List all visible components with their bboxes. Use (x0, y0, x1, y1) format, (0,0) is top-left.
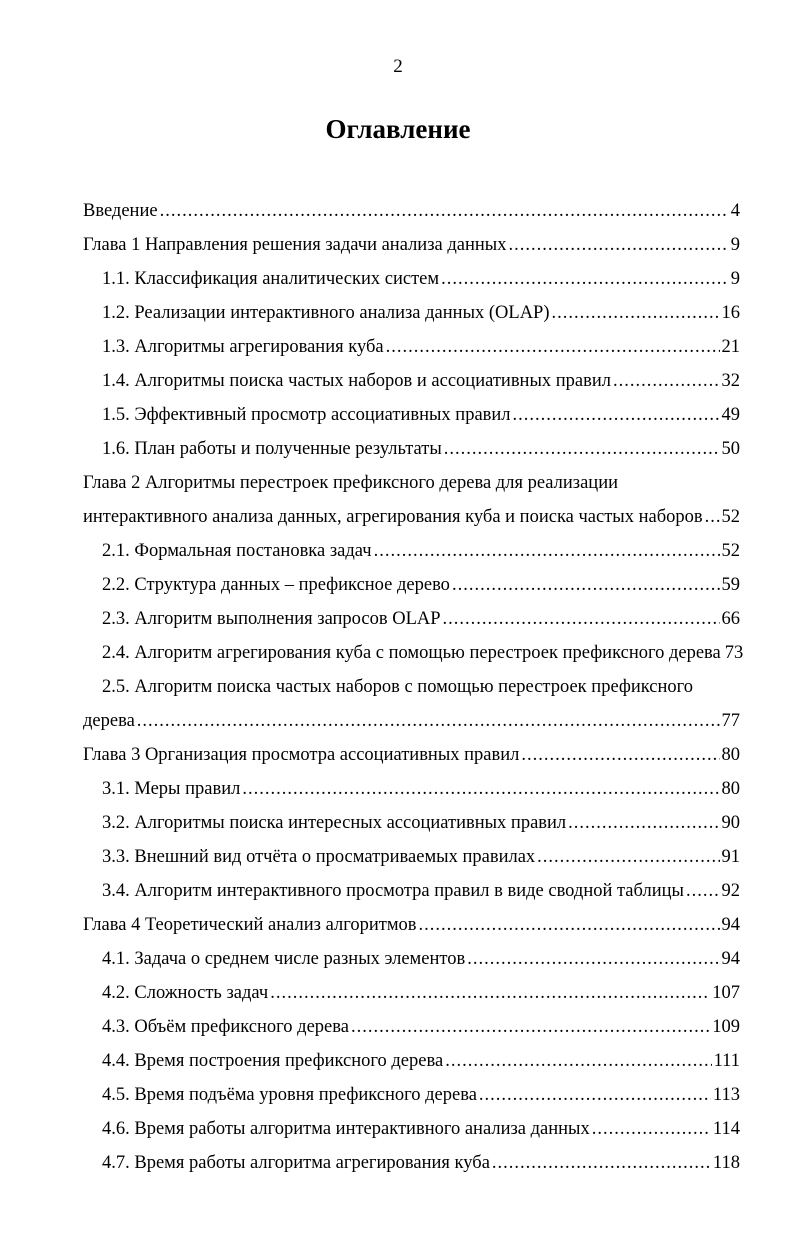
toc-entry[interactable] (83, 1078, 740, 1112)
toc-entry-title: Введение (83, 201, 158, 221)
toc-entry-title: 1.6. План работы и полученные результаты (102, 439, 442, 459)
toc-entry-title: 2.1. Формальная постановка задач (102, 541, 372, 561)
toc-entry-title: 4.2. Сложность задач (102, 983, 269, 1003)
toc-entry-title: Глава 4 Теоретический анализ алгоритмов (83, 915, 417, 935)
toc-entry[interactable] (83, 296, 740, 330)
toc-dot-leader (479, 1078, 711, 1112)
toc-entry[interactable] (83, 840, 740, 874)
toc-entry-title: Глава 3 Организация просмотра ассоциативных правил (83, 745, 520, 765)
toc-entry-title: дерева (83, 711, 135, 731)
toc-entry[interactable] (83, 330, 740, 364)
toc-dot-leader (613, 364, 720, 398)
toc-entry-title: Глава 1 Направления решения задачи анализа данных (83, 235, 507, 255)
toc-entry-page: 77 (721, 711, 740, 731)
toc-entry[interactable] (83, 534, 740, 568)
toc-dot-leader (374, 534, 720, 568)
toc-dot-leader (568, 806, 719, 840)
toc-entry-page: 114 (712, 1119, 740, 1139)
toc-entry-title: 2.2. Структура данных – префиксное дерево (102, 575, 450, 595)
toc-entry-page: 32 (721, 371, 740, 391)
toc-entry[interactable] (83, 500, 740, 534)
toc-entry[interactable] (83, 194, 740, 228)
toc-dot-leader (467, 942, 719, 976)
toc-dot-leader (386, 330, 720, 364)
toc-dot-leader (445, 1044, 711, 1078)
toc-entry-page: 90 (721, 813, 740, 833)
toc-entry-title: 1.2. Реализации интерактивного анализа данных (OLAP) (102, 303, 550, 323)
toc-entry-title: 2.4. Алгоритм агрегирования куба с помощью перестроек префиксного дерева (102, 643, 721, 663)
toc-entry-page: 94 (721, 949, 740, 969)
toc-entry-page: 4 (730, 201, 740, 221)
toc-entry-title: 3.1. Меры правил (102, 779, 241, 799)
toc-entry-title: 3.2. Алгоритмы поиска интересных ассоциативных правил (102, 813, 567, 833)
toc-dot-leader (444, 432, 720, 466)
toc-dot-leader (443, 602, 720, 636)
toc-entry-title: 3.4. Алгоритм интерактивного просмотра правил в виде сводной таблицы (102, 881, 684, 901)
toc-entry-page: 91 (721, 847, 740, 867)
toc-entry[interactable] (83, 636, 744, 670)
toc-entry[interactable] (83, 908, 740, 942)
toc-entry[interactable] (83, 1044, 740, 1078)
toc-entry-page: 111 (713, 1051, 740, 1071)
toc-dot-leader (705, 500, 720, 534)
toc-entry-page: 66 (721, 609, 740, 629)
toc-entry-page: 107 (712, 983, 740, 1003)
toc-dot-leader (513, 398, 720, 432)
toc-entry-page: 9 (730, 269, 740, 289)
toc-dot-leader (137, 704, 720, 738)
toc-dot-leader (537, 840, 719, 874)
toc-entry-title: 4.4. Время построения префиксного дерева (102, 1051, 444, 1071)
toc-entry[interactable] (83, 772, 740, 806)
toc-entry-title: 3.3. Внешний вид отчёта о просматриваемых правилах (102, 847, 536, 867)
toc-entry[interactable] (83, 670, 740, 704)
toc-entry[interactable] (83, 1010, 740, 1044)
toc-entry-title: 1.3. Алгоритмы агрегирования куба (102, 337, 384, 357)
toc-entry[interactable] (83, 364, 740, 398)
page-title: Оглавление (325, 114, 471, 144)
toc-entry[interactable] (83, 432, 740, 466)
toc-entry[interactable] (83, 602, 740, 636)
toc-dot-leader (419, 908, 720, 942)
toc-entry[interactable] (83, 568, 740, 602)
toc-entry-title: 4.3. Объём префиксного дерева (102, 1017, 349, 1037)
toc-entry-title: 2.3. Алгоритм выполнения запросов OLAP (102, 609, 441, 629)
table-of-contents (83, 194, 744, 1180)
toc-dot-leader (521, 738, 719, 772)
toc-dot-leader (452, 568, 720, 602)
toc-entry[interactable] (83, 228, 740, 262)
toc-entry-title: 4.5. Время подъёма уровня префиксного дерева (102, 1085, 477, 1105)
toc-dot-leader (508, 228, 728, 262)
toc-entry-page: 92 (721, 881, 740, 901)
toc-entry[interactable] (83, 738, 740, 772)
toc-dot-leader (552, 296, 720, 330)
toc-dot-leader (592, 1112, 711, 1146)
toc-dot-leader (351, 1010, 710, 1044)
toc-dot-leader (242, 772, 719, 806)
toc-entry-page: 21 (721, 337, 740, 357)
toc-entry-page: 16 (721, 303, 740, 323)
toc-dot-leader (160, 194, 729, 228)
toc-entry-title: 1.1. Классификация аналитических систем (102, 269, 440, 289)
toc-entry-title: 1.4. Алгоритмы поиска частых наборов и ассоциативных правил (102, 371, 611, 391)
toc-entry[interactable] (83, 398, 740, 432)
page-number: 2 (393, 56, 403, 77)
toc-entry[interactable] (83, 1112, 740, 1146)
toc-entry[interactable] (83, 704, 740, 738)
toc-entry[interactable] (83, 262, 740, 296)
toc-entry-page: 113 (712, 1085, 740, 1105)
toc-entry-page: 80 (721, 779, 740, 799)
toc-entry-title: 4.6. Время работы алгоритма интерактивного анализа данных (102, 1119, 590, 1139)
toc-entry-page: 118 (712, 1153, 740, 1173)
toc-entry-title: 4.7. Время работы алгоритма агрегирования куба (102, 1153, 490, 1173)
toc-entry-page: 80 (721, 745, 740, 765)
toc-entry[interactable] (83, 806, 740, 840)
toc-dot-leader (441, 262, 729, 296)
toc-entry-title: интерактивного анализа данных, агрегирования куба и поиска частых наборов (83, 507, 703, 527)
toc-entry-page: 73 (724, 643, 744, 663)
toc-entry-page: 49 (721, 405, 740, 425)
toc-entry-page: 94 (721, 915, 740, 935)
toc-entry-page: 9 (730, 235, 740, 255)
toc-dot-leader (492, 1146, 711, 1180)
toc-entry-page: 52 (721, 541, 740, 561)
toc-entry-title: 2.5. Алгоритм поиска частых наборов с помощью перестроек префиксного (102, 677, 694, 697)
toc-entry-page: 59 (721, 575, 740, 595)
toc-entry[interactable] (83, 942, 740, 976)
toc-entry-title: 4.1. Задача о среднем числе разных элементов (102, 949, 466, 969)
toc-entry-page: 50 (721, 439, 740, 459)
toc-entry[interactable] (83, 976, 740, 1010)
toc-entry-title: Глава 2 Алгоритмы перестроек префиксного дерева для реализации (83, 473, 618, 493)
toc-entry[interactable] (83, 874, 740, 908)
toc-dot-leader (270, 976, 710, 1010)
toc-entry-page: 109 (712, 1017, 740, 1037)
toc-dot-leader (686, 874, 720, 908)
toc-entry[interactable] (83, 466, 740, 500)
toc-entry[interactable] (83, 1146, 740, 1180)
toc-entry-title: 1.5. Эффективный просмотр ассоциативных правил (102, 405, 511, 425)
toc-entry-page: 52 (721, 507, 740, 527)
